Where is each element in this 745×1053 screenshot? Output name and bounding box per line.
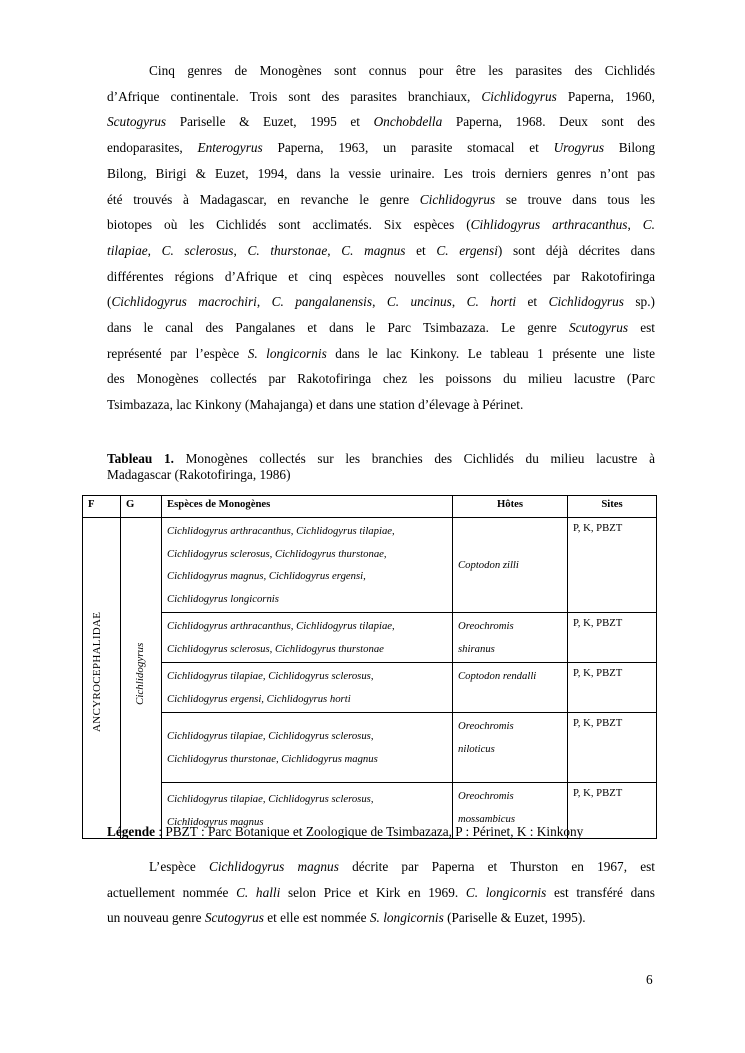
header-sites: Sites — [568, 496, 657, 518]
family-cell — [83, 518, 121, 839]
page-number: 6 — [646, 972, 653, 987]
species-line: Cichlidogyrus magnus — [167, 815, 264, 828]
legend-text: : PBZT : Parc Botanique et Zoologique de Tsimbazaza, P : Périnet, K : Kinkony — [155, 824, 584, 839]
table-caption — [107, 451, 655, 483]
host-line: shiranus — [458, 642, 495, 655]
host-line: Oreochromis — [458, 620, 514, 632]
table-row — [83, 663, 657, 713]
paragraph2-line: actuellement nommée C. halli selon Price et Kirk en 1969. C. longicornis est transféré dans — [107, 884, 655, 900]
species-cell — [162, 613, 453, 663]
host-cell — [453, 613, 568, 663]
species-line: Cichlidogyrus sclerosus, Cichlidogyrus thurstonae — [167, 642, 384, 655]
caption-line1: Monogènes collectés sur les branchies des Cichlidés du milieu lacustre à — [173, 451, 655, 466]
table-row — [83, 613, 657, 663]
paragraph1-line: endoparasites, Enterogyrus Paperna, 1963, un parasite stomacal et Urogyrus Bilong — [107, 140, 656, 156]
family-name: ANCYROCEPHALIDAE — [91, 611, 103, 732]
header-species: Espèces de Monogènes — [162, 496, 453, 518]
header-family: F — [83, 496, 121, 518]
sites-cell: P, K, PBZT — [568, 783, 657, 839]
host-line: Oreochromis — [458, 790, 514, 802]
genus-name: Cichlidogyrus — [134, 642, 146, 705]
paragraph1-line: tilapiae, C. sclerosus, C. thurstonae, C. magnus et C. ergensi) sont déjà décrites dans — [107, 242, 656, 258]
sites-cell: P, K, PBZT — [568, 518, 657, 613]
header-genus: G — [121, 496, 162, 518]
species-cell — [162, 663, 453, 713]
paragraph1-line: d’Afrique continentale. Trois sont des parasites branchiaux, Cichlidogyrus Paperna, 1960, — [107, 88, 655, 104]
caption-line2: Madagascar (Rakotofiringa, 1986) — [107, 467, 291, 482]
paragraph1-line: dans le canal des Pangalanes et dans le Parc Tsimbazaza. Le genre Scutogyrus est — [107, 320, 655, 336]
sites-cell: P, K, PBZT — [568, 613, 657, 663]
host-line: Coptodon zilli — [458, 558, 519, 571]
monogenes-table — [82, 495, 657, 839]
paragraph1-line: différentes régions d’Afrique et cinq espèces nouvelles sont collectées par Rakotofiringa — [107, 268, 655, 284]
paragraph1-line: représenté par l’espèce S. longicornis dans le lac Kinkony. Le tableau 1 présente une liste — [107, 345, 655, 361]
header-hosts: Hôtes — [453, 496, 568, 518]
paragraph1-line: été trouvés à Madagascar, en revanche le genre Cichlidogyrus se trouve dans tous les — [107, 191, 655, 207]
legend-label: Légende — [107, 824, 156, 839]
table-legend — [107, 824, 583, 840]
species-line: Cichlidogyrus arthracanthus, Cichlidogyrus tilapiae, — [167, 620, 395, 632]
paragraph1-line: Cinq genres de Monogènes sont connus pour être les parasites des Cichlidés — [149, 63, 655, 78]
species-cell — [162, 713, 453, 783]
host-cell — [453, 713, 568, 783]
table-row — [83, 713, 657, 783]
paragraph2-line: un nouveau genre Scutogyrus et elle est nommée S. longicornis (Pariselle & Euzet, 1995). — [107, 910, 586, 926]
table-body — [83, 518, 657, 839]
species-line: Cichlidogyrus tilapiae, Cichlidogyrus sclerosus, — [167, 670, 374, 682]
paragraph1-line: Tsimbazaza, lac Kinkony (Mahajanga) et dans une station d’élevage à Périnet. — [107, 397, 524, 413]
paragraph-magnus — [107, 854, 655, 931]
species-cell — [162, 518, 453, 613]
host-cell — [453, 518, 568, 613]
sites-cell: P, K, PBZT — [568, 663, 657, 713]
paragraph1-line: biotopes où les Cichlidés sont acclimatés. Six espèces (Cihlidogyrus arthracanthus, C. — [107, 217, 655, 233]
species-line: Cichlidogyrus ergensi, Cichlidogyrus horti — [167, 692, 351, 705]
paragraph1-line: des Monogènes collectés par Rakotofiringa chez les poissons du milieu lacustre (Parc — [107, 371, 655, 387]
species-line: Cichlidogyrus sclerosus, Cichlidogyrus thurstonae, — [167, 547, 387, 560]
species-line: Cichlidogyrus thurstonae, Cichlidogyrus magnus — [167, 752, 378, 765]
host-line: Oreochromis — [458, 720, 514, 732]
genus-cell — [121, 518, 162, 839]
table-row — [83, 518, 657, 613]
host-cell — [453, 663, 568, 713]
paragraph2-line: L’espèce Cichlidogyrus magnus décrite par Paperna et Thurston en 1967, est — [149, 859, 655, 874]
species-line: Cichlidogyrus tilapiae, Cichlidogyrus sclerosus, — [167, 730, 374, 742]
caption-label: Tableau 1. — [107, 451, 174, 466]
paragraph1-line: Bilong, Birigi & Euzet, 1994, dans la vessie urinaire. Les trois derniers genres n’ont pas — [107, 165, 655, 181]
species-line: Cichlidogyrus magnus, Cichlidogyrus ergensi, — [167, 570, 366, 582]
paragraph1-line: (Cichlidogyrus macrochiri, C. pangalanensis, C. uncinus, C. horti et Cichlidogyrus sp.) — [107, 294, 655, 310]
host-line: mossambicus — [458, 812, 516, 825]
host-line: Coptodon rendalli — [458, 670, 537, 682]
paragraph1-line: Scutogyrus Pariselle & Euzet, 1995 et Onchobdella Paperna, 1968. Deux sont des — [107, 114, 655, 130]
paragraph-genres — [107, 58, 655, 418]
species-line: Cichlidogyrus arthracanthus, Cichlidogyrus tilapiae, — [167, 525, 395, 537]
species-line: Cichlidogyrus tilapiae, Cichlidogyrus sclerosus, — [167, 793, 374, 805]
table-header-row — [83, 496, 657, 518]
species-line: Cichlidogyrus longicornis — [167, 592, 279, 605]
host-line: niloticus — [458, 742, 495, 755]
sites-cell: P, K, PBZT — [568, 713, 657, 783]
